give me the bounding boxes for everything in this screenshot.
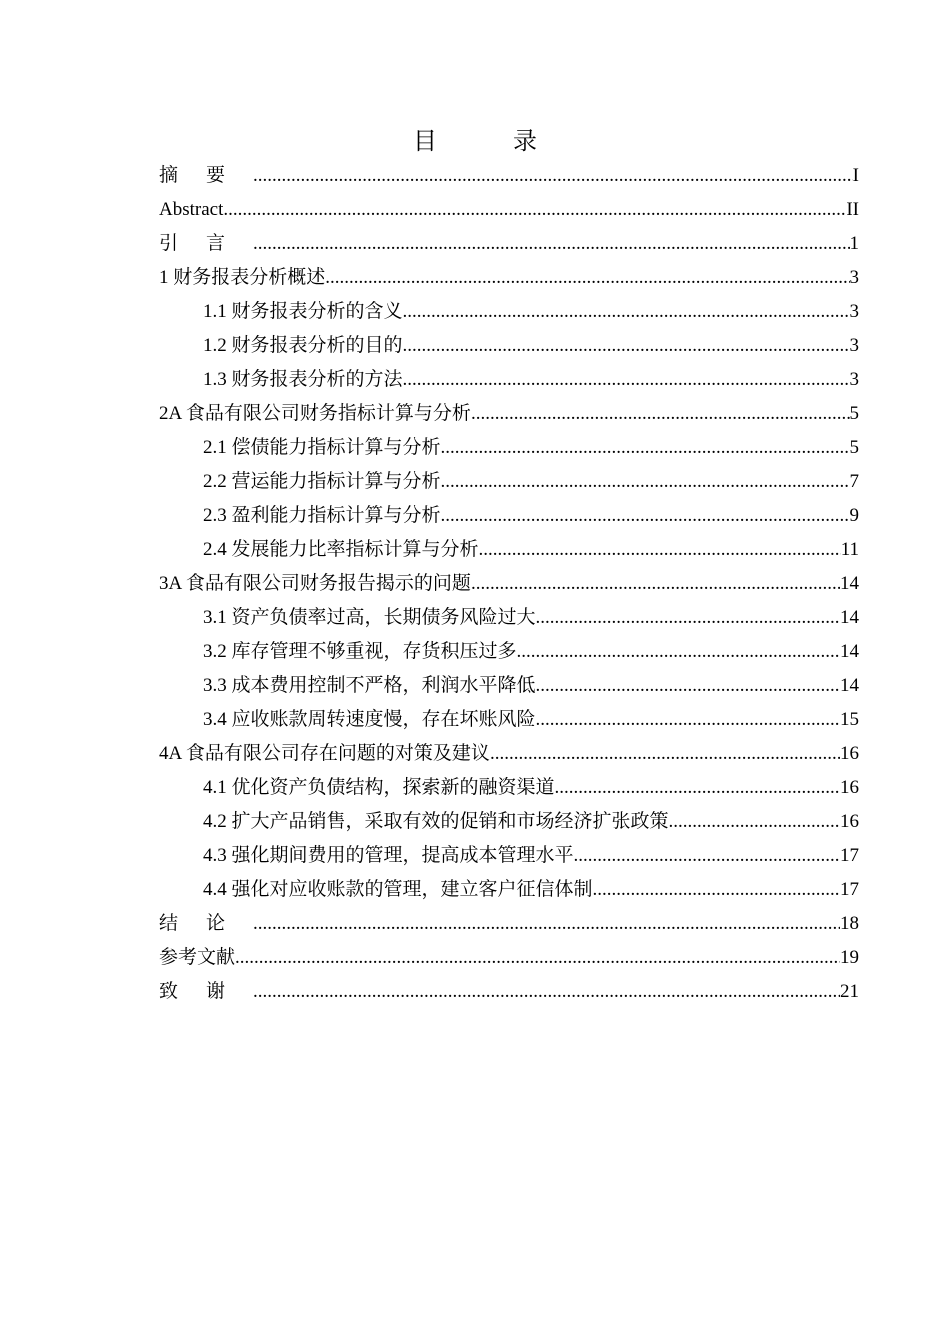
toc-dot-leader: [253, 907, 840, 941]
toc-entry-page-number: 7: [849, 471, 859, 492]
toc-title: 目 录: [413, 127, 563, 155]
toc-entry[interactable]: [159, 805, 859, 839]
toc-entry[interactable]: [159, 635, 859, 669]
toc-entry[interactable]: [159, 193, 859, 227]
toc-dot-leader: [253, 227, 849, 261]
toc-entry-page-number: 14: [840, 607, 859, 628]
toc-entry-label: 3.4 应收账款周转速度慢，存在坏账风险: [203, 709, 536, 730]
toc-entry-page-number: 16: [840, 743, 859, 764]
toc-dot-leader: [403, 295, 850, 329]
toc-entry[interactable]: [159, 703, 859, 737]
table-of-contents: [159, 159, 859, 1009]
toc-dot-leader: [536, 703, 840, 737]
toc-entry[interactable]: [159, 159, 859, 193]
toc-dot-leader: [403, 329, 850, 363]
toc-dot-leader: [479, 533, 841, 567]
toc-entry-page-number: 14: [840, 641, 859, 662]
toc-dot-leader: [517, 635, 840, 669]
toc-entry-label: 引言: [159, 233, 254, 254]
toc-entry-label: 1.3 财务报表分析的方法: [203, 369, 403, 390]
toc-dot-leader: [555, 771, 840, 805]
toc-entry-page-number: 5: [849, 437, 859, 458]
toc-entry-label: 4.3 强化期间费用的管理，提高成本管理水平: [203, 845, 574, 866]
toc-entry[interactable]: [159, 261, 859, 295]
toc-entry-label: 参考文献: [159, 947, 236, 968]
toc-entry-page-number: 11: [840, 539, 859, 560]
toc-entry-page-number: 18: [840, 913, 859, 934]
toc-entry[interactable]: [159, 363, 859, 397]
toc-entry-label: 2.4 发展能力比率指标计算与分析: [203, 539, 479, 560]
toc-dot-leader: [253, 975, 840, 1009]
toc-dot-leader: [536, 601, 840, 635]
toc-entry-page-number: 14: [840, 573, 859, 594]
toc-dot-leader: [669, 805, 840, 839]
toc-entry-label: 1.2 财务报表分析的目的: [203, 335, 403, 356]
toc-entry-page-number: II: [846, 199, 859, 220]
toc-entry-label: 1.1 财务报表分析的含义: [203, 301, 403, 322]
toc-entry-page-number: 5: [849, 403, 859, 424]
toc-entry-label: 摘要: [159, 165, 254, 186]
toc-dot-leader: [471, 397, 850, 431]
toc-entry-label: 1 财务报表分析概述: [159, 267, 326, 288]
toc-entry-page-number: 3: [849, 267, 859, 288]
toc-dot-leader: [325, 261, 849, 295]
toc-entry-page-number: I: [852, 165, 859, 186]
toc-entry[interactable]: [159, 295, 859, 329]
toc-entry[interactable]: [159, 499, 859, 533]
toc-entry[interactable]: [159, 431, 859, 465]
toc-entry-page-number: 3: [849, 369, 859, 390]
toc-entry-page-number: 9: [849, 505, 859, 526]
toc-dot-leader: [490, 737, 840, 771]
toc-entry-page-number: 21: [840, 981, 859, 1002]
toc-dot-leader: [253, 159, 853, 193]
toc-dot-leader: [593, 873, 840, 907]
toc-entry-label: 3.3 成本费用控制不严格，利润水平降低: [203, 675, 536, 696]
toc-entry-page-number: 19: [840, 947, 859, 968]
toc-entry[interactable]: [159, 975, 859, 1009]
toc-entry-label: 4.2 扩大产品销售，采取有效的促销和市场经济扩张政策: [203, 811, 669, 832]
toc-entry[interactable]: [159, 329, 859, 363]
toc-dot-leader: [441, 499, 850, 533]
toc-dot-leader: [471, 567, 840, 601]
toc-entry-page-number: 17: [840, 879, 859, 900]
toc-entry-label: 结论: [159, 913, 254, 934]
toc-entry[interactable]: [159, 567, 859, 601]
toc-entry-label: 4.4 强化对应收账款的管理，建立客户征信体制: [203, 879, 593, 900]
toc-entry[interactable]: [159, 873, 859, 907]
toc-entry-page-number: 16: [840, 777, 859, 798]
toc-dot-leader: [223, 193, 846, 227]
toc-dot-leader: [441, 465, 850, 499]
toc-entry-page-number: 3: [849, 335, 859, 356]
toc-entry-label: 3A 食品有限公司财务报告揭示的问题: [159, 573, 471, 594]
toc-entry-label: 3.2 库存管理不够重视，存货积压过多: [203, 641, 517, 662]
toc-entry-page-number: 14: [840, 675, 859, 696]
toc-entry[interactable]: [159, 397, 859, 431]
toc-entry-label: 2A 食品有限公司财务指标计算与分析: [159, 403, 471, 424]
toc-entry-label: 3.1 资产负债率过高，长期债务风险过大: [203, 607, 536, 628]
toc-dot-leader: [536, 669, 840, 703]
toc-entry-page-number: 17: [840, 845, 859, 866]
toc-entry-page-number: 15: [840, 709, 859, 730]
toc-entry[interactable]: [159, 839, 859, 873]
toc-dot-leader: [403, 363, 850, 397]
toc-entry-label: 2.3 盈利能力指标计算与分析: [203, 505, 441, 526]
toc-entry-page-number: 16: [840, 811, 859, 832]
toc-entry-label: 4A 食品有限公司存在问题的对策及建议: [159, 743, 490, 764]
toc-entry-label: 2.2 营运能力指标计算与分析: [203, 471, 441, 492]
toc-entry-label: 致谢: [159, 981, 254, 1002]
toc-entry-label: Abstract: [159, 199, 224, 220]
toc-entry[interactable]: [159, 601, 859, 635]
toc-dot-leader: [235, 941, 840, 975]
toc-entry-label: 4.1 优化资产负债结构，探索新的融资渠道: [203, 777, 555, 798]
toc-entry[interactable]: [159, 227, 859, 261]
toc-entry-page-number: 1: [849, 233, 859, 254]
toc-entry-page-number: 3: [849, 301, 859, 322]
toc-entry[interactable]: [159, 465, 859, 499]
toc-entry-label: 2.1 偿债能力指标计算与分析: [203, 437, 441, 458]
toc-entry[interactable]: [159, 669, 859, 703]
toc-entry[interactable]: [159, 941, 859, 975]
toc-dot-leader: [574, 839, 840, 873]
toc-entry[interactable]: [159, 533, 859, 567]
toc-entry[interactable]: [159, 771, 859, 805]
toc-dot-leader: [441, 431, 850, 465]
toc-entry[interactable]: [159, 907, 859, 941]
toc-entry[interactable]: [159, 737, 859, 771]
